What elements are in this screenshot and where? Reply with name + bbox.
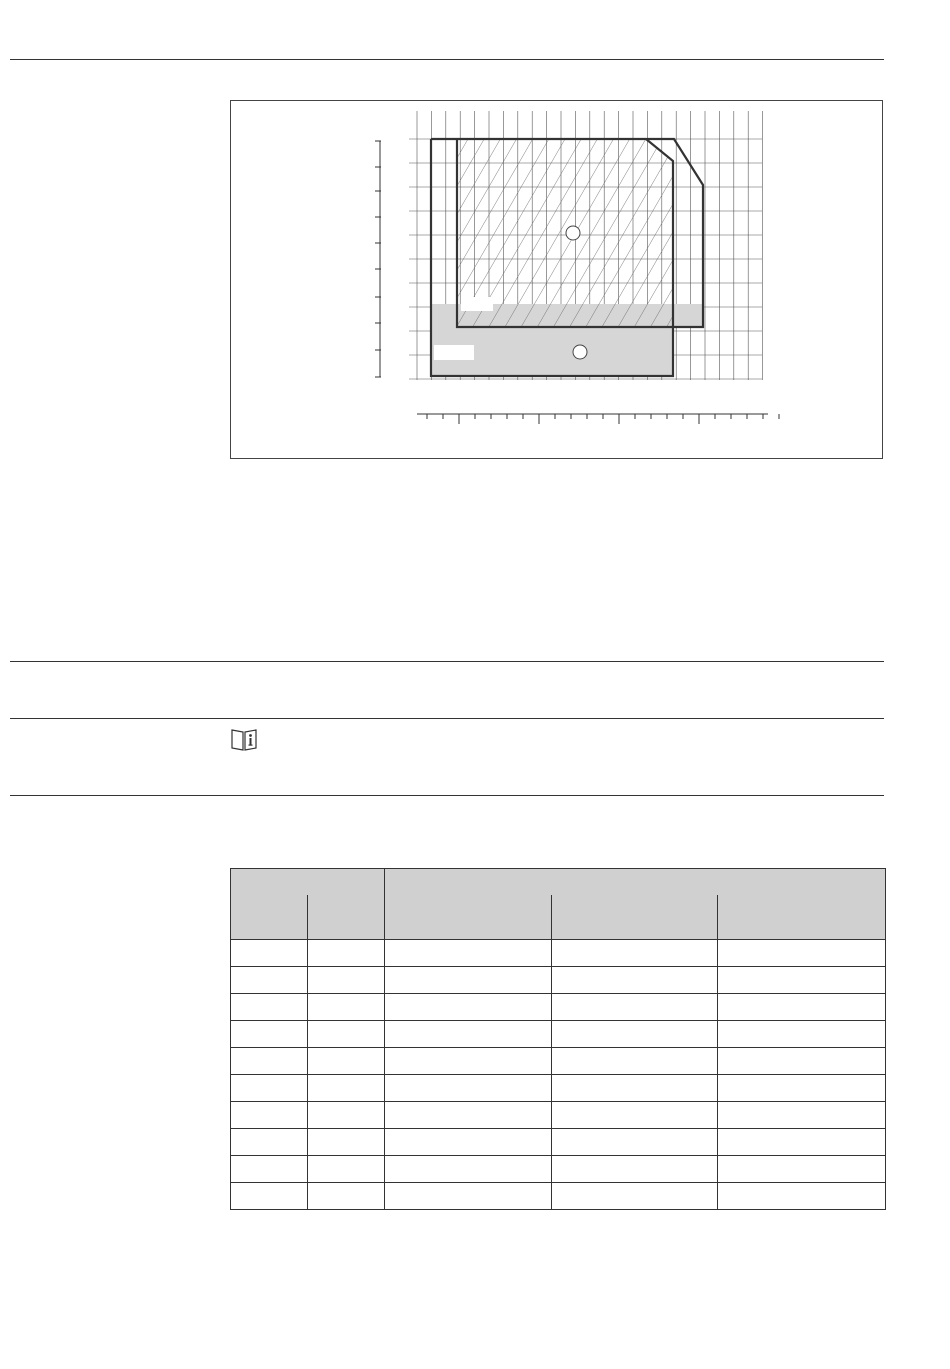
section-rule-3: [10, 795, 884, 796]
table-cell: [718, 1129, 886, 1156]
table-cell: [231, 1129, 308, 1156]
table-subheader: [308, 895, 385, 940]
table-subheader: [718, 895, 886, 940]
table-cell: [308, 967, 385, 994]
table-cell: [308, 1156, 385, 1183]
table-cell: [231, 1075, 308, 1102]
table-cell: [385, 940, 552, 967]
table-subheader: [552, 895, 718, 940]
table-cell: [385, 1129, 552, 1156]
table-subheader: [231, 895, 308, 940]
table-cell: [385, 1156, 552, 1183]
table-cell: [552, 1129, 718, 1156]
table-cell: [718, 1048, 886, 1075]
table-cell: [308, 1183, 385, 1210]
table-cell: [231, 1183, 308, 1210]
table-row: [231, 1102, 886, 1129]
table-row: [231, 1021, 886, 1048]
table-cell: [552, 1156, 718, 1183]
table-cell: [308, 1102, 385, 1129]
table-row: [231, 1048, 886, 1075]
table-row: [231, 1183, 886, 1210]
table-cell: [552, 1048, 718, 1075]
table-cell: [231, 1048, 308, 1075]
table-row: [231, 940, 886, 967]
table-cell: [231, 1021, 308, 1048]
table-cell: [552, 994, 718, 1021]
table-cell: [718, 940, 886, 967]
table-cell: [552, 1075, 718, 1102]
table-cell: [385, 1102, 552, 1129]
table-header-group-right: [385, 869, 886, 896]
table-cell: [718, 967, 886, 994]
table-cell: [308, 1021, 385, 1048]
table-header-group-left: [231, 869, 385, 896]
header-rule: [10, 59, 884, 60]
section-rule-1: [10, 661, 884, 662]
table-subheader: [385, 895, 552, 940]
table-cell: [552, 1021, 718, 1048]
table-cell: [385, 994, 552, 1021]
table-cell: [231, 1156, 308, 1183]
table-cell: [231, 994, 308, 1021]
table-cell: [231, 1102, 308, 1129]
table-row: [231, 1156, 886, 1183]
table-cell: [385, 967, 552, 994]
table-row: [231, 1129, 886, 1156]
table-row: [231, 1075, 886, 1102]
operating-range-chart: [230, 100, 883, 459]
table-cell: [718, 1102, 886, 1129]
table-cell: [552, 940, 718, 967]
table-cell: [385, 1075, 552, 1102]
table-row: [231, 994, 886, 1021]
table-cell: [385, 1183, 552, 1210]
book-info-icon: [231, 727, 257, 751]
table-cell: [718, 1156, 886, 1183]
table-cell: [718, 994, 886, 1021]
table-cell: [308, 1048, 385, 1075]
table-row: [231, 967, 886, 994]
table-cell: [231, 940, 308, 967]
region-marker-circle: [566, 226, 580, 240]
table-cell: [552, 1102, 718, 1129]
spec-table: [230, 868, 886, 1210]
region-label-box: [461, 297, 493, 311]
table-cell: [308, 940, 385, 967]
chart-regions: [431, 139, 703, 376]
section-rule-2: [10, 718, 884, 719]
table-cell: [231, 967, 308, 994]
chart-canvas: [231, 101, 884, 460]
table-cell: [552, 1183, 718, 1210]
table-cell: [308, 994, 385, 1021]
table-cell: [552, 967, 718, 994]
table-cell: [718, 1021, 886, 1048]
table-cell: [385, 1021, 552, 1048]
region-marker-circle: [573, 345, 587, 359]
table-cell: [385, 1048, 552, 1075]
table-cell: [308, 1075, 385, 1102]
table-cell: [308, 1129, 385, 1156]
table-cell: [718, 1183, 886, 1210]
region-label-box: [434, 345, 474, 360]
table-cell: [718, 1075, 886, 1102]
